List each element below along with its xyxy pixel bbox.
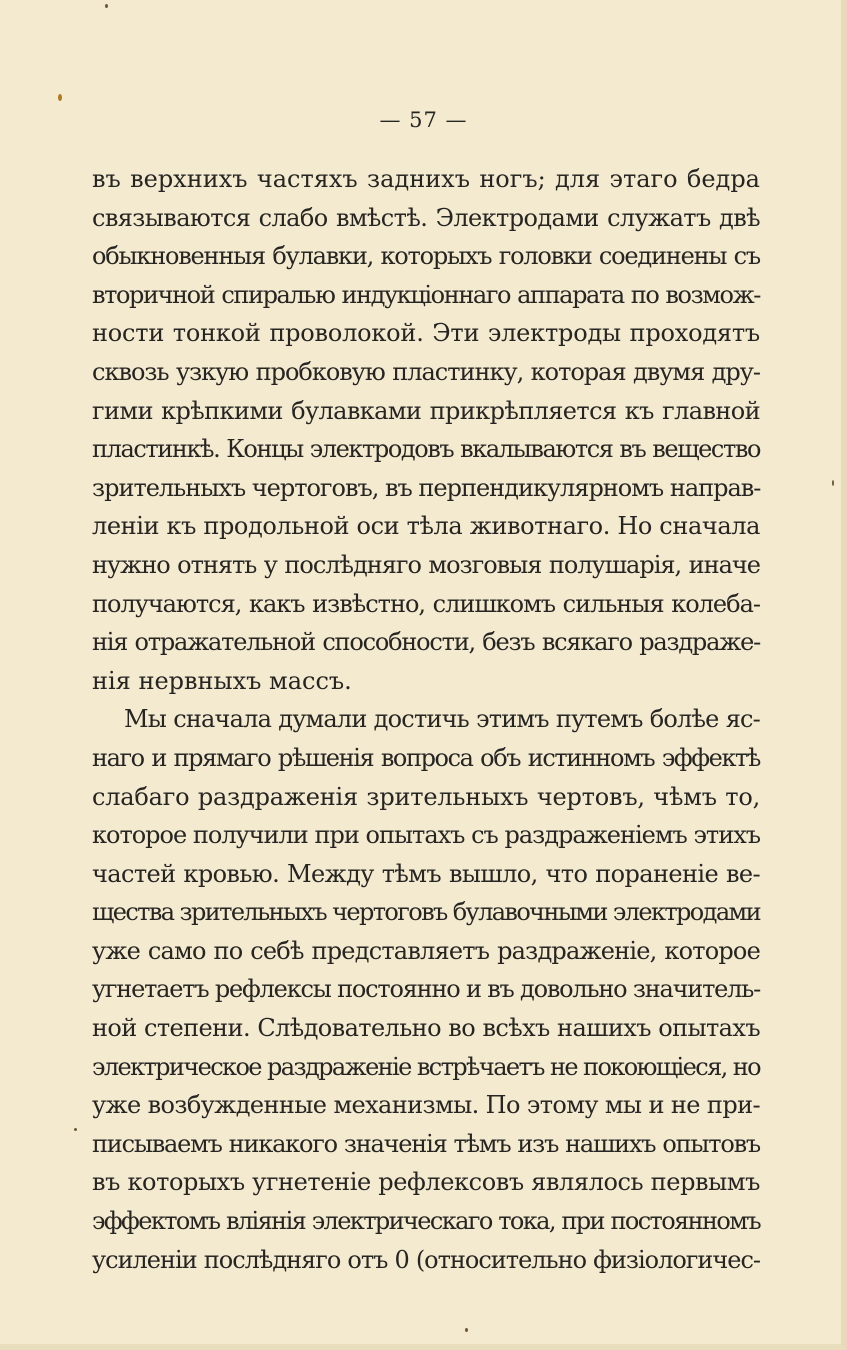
ink-speck <box>832 480 834 486</box>
text-line: угнетаетъ рефлексы постоянно и въ довольно значитель- <box>92 975 760 1004</box>
text-line: сквозь узкую пробковую пластинку, которая двумя дру- <box>92 357 760 386</box>
ink-speck <box>74 1128 77 1131</box>
text-line: ности тонкой проволокой. Эти электроды проходятъ <box>92 319 760 348</box>
text-line: которое получили при опытахъ съ раздраженіемъ этихъ <box>92 821 760 850</box>
text-line: уже само по себѣ представляетъ раздраженіе, которое <box>92 936 760 965</box>
text-line: писываемъ никакого значенія тѣмъ изъ нашихъ опытовъ <box>92 1129 760 1158</box>
text-line: нія нервныхъ массъ. <box>92 666 352 695</box>
text-line: получаются, какъ извѣстно, слишкомъ сильныя колеба- <box>92 589 760 618</box>
text-line: нія отражательной способности, безъ всякаго раздраже- <box>92 628 760 657</box>
text-line: наго и прямаго рѣшенія вопроса объ истинномъ эффектѣ <box>92 743 760 772</box>
body-text <box>92 160 760 1279</box>
text-line: усиленіи послѣдняго отъ 0 (относительно физіологичес- <box>92 1245 760 1274</box>
text-line: электрическое раздраженіе встрѣчаетъ не покоющіеся, но <box>92 1052 760 1081</box>
text-line: пластинкѣ. Концы электродовъ вкалываются въ вещество <box>92 435 760 464</box>
text-line: ной степени. Слѣдовательно во всѣхъ нашихъ опытахъ <box>92 1014 760 1043</box>
text-line: въ верхнихъ частяхъ заднихъ ногъ; для этаго бедра <box>92 165 760 193</box>
text-line: щества зрительныхъ чертоговъ булавочными электродами <box>92 898 760 927</box>
text-line: эффектомъ вліянія электрическаго тока, при постоянномъ <box>92 1207 760 1236</box>
text-line: уже возбужденные механизмы. По этому мы и не при- <box>92 1091 760 1120</box>
text-line: вторичной спиралью индукціоннаго аппарата по возмож- <box>92 280 760 309</box>
text-line: въ которыхъ угнетеніе рефлексовъ являлось первымъ <box>92 1168 760 1197</box>
text-line: связываются слабо вмѣстѣ. Электродами служатъ двѣ <box>92 203 760 232</box>
text-line: частей кровью. Между тѣмъ вышло, что пораненіе ве- <box>92 859 760 888</box>
text-line: обыкновенныя булавки, которыхъ головки соединены съ <box>92 242 760 271</box>
text-line: гими крѣпкими булавками прикрѣпляется къ главной <box>92 396 760 425</box>
text-line: Мы сначала думали достичь этимъ путемъ болѣе яс- <box>124 705 760 734</box>
text-line: зрительныхъ чертоговъ, въ перпендикулярномъ направ- <box>92 473 761 502</box>
text-line: нужно отнять у послѣдняго мозговыя полушарія, иначе <box>92 550 760 579</box>
ink-speck <box>58 94 62 101</box>
text-line: леніи къ продольной оси тѣла животнаго. Но сначала <box>92 512 760 541</box>
page-number: — 57 — <box>379 108 468 132</box>
ink-speck <box>465 1328 468 1332</box>
text-line: слабаго раздраженія зрительныхъ чертовъ, чѣмъ то, <box>92 782 760 811</box>
ink-speck <box>105 4 108 8</box>
